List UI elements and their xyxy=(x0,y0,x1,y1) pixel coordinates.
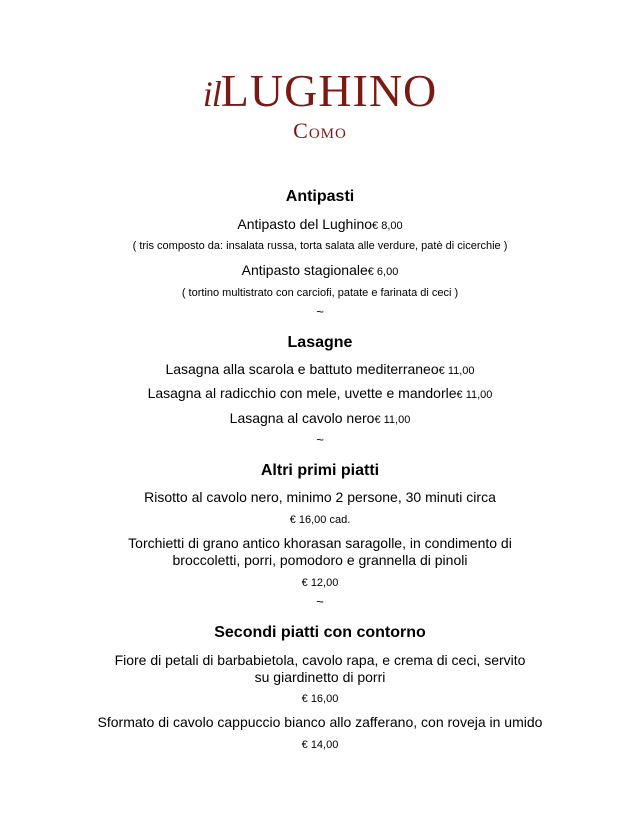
section-title-antipasti: Antipasti xyxy=(285,188,355,205)
item-name: Antipasto stagionale xyxy=(241,262,368,278)
item-name-line1: Fiore di petali di barbabietola, cavolo rapa, e crema di ceci, servito xyxy=(114,652,526,668)
menu-item xyxy=(0,262,640,280)
item-price: € 16,00 cad. xyxy=(289,514,351,526)
section-title-altri-primi: Altri primi piatti xyxy=(260,462,380,479)
menu-item xyxy=(0,385,640,403)
item-price: € 8,00 xyxy=(372,220,403,232)
menu-item xyxy=(0,361,640,379)
item-name: Antipasto del Lughino xyxy=(237,216,373,232)
menu-item xyxy=(0,216,640,234)
logo-il: il xyxy=(202,74,221,114)
logo-name: LUGHINO xyxy=(220,65,438,116)
item-name: Sformato di cavolo cappuccio bianco allo zafferano, con roveja in umido xyxy=(97,714,543,730)
restaurant-logo xyxy=(0,64,640,124)
separator-tilde: ~ xyxy=(316,304,324,319)
menu-item xyxy=(0,410,640,428)
item-name: Lasagna alla scarola e battuto mediterraneo xyxy=(165,361,439,377)
logo-city: Como xyxy=(293,118,347,143)
item-price: € 11,00 xyxy=(438,365,475,377)
item-name-line2: broccoletti, porri, pomodoro e grannella di pinoli xyxy=(172,552,468,568)
item-price: € 12,00 xyxy=(301,577,339,589)
item-price: € 14,00 xyxy=(301,739,339,751)
separator-tilde: ~ xyxy=(316,594,324,609)
separator-tilde: ~ xyxy=(316,432,324,447)
item-name: Risotto al cavolo nero, minimo 2 persone, 30 minuti circa xyxy=(144,489,496,505)
item-price: € 16,00 xyxy=(301,693,339,705)
item-note: ( tortino multistrato con carciofi, patate e farinata di ceci ) xyxy=(181,287,459,299)
section-title-lasagne: Lasagne xyxy=(287,334,353,351)
item-name-line1: Torchietti di grano antico khorasan saragolle, in condimento di xyxy=(128,535,512,551)
item-price: € 6,00 xyxy=(367,266,399,278)
item-note: ( tris composto da: insalata russa, torta salata alle verdure, patè di cicerchie ) xyxy=(132,240,508,252)
item-name-line2: su giardinetto di porri xyxy=(254,669,386,685)
section-title-secondi: Secondi piatti con contorno xyxy=(214,624,426,641)
item-price: € 11,00 xyxy=(456,389,493,401)
item-name: Lasagna al radicchio con mele, uvette e mandorle xyxy=(147,385,457,401)
item-price: € 11,00 xyxy=(374,414,411,426)
item-name: Lasagna al cavolo nero xyxy=(229,410,375,426)
